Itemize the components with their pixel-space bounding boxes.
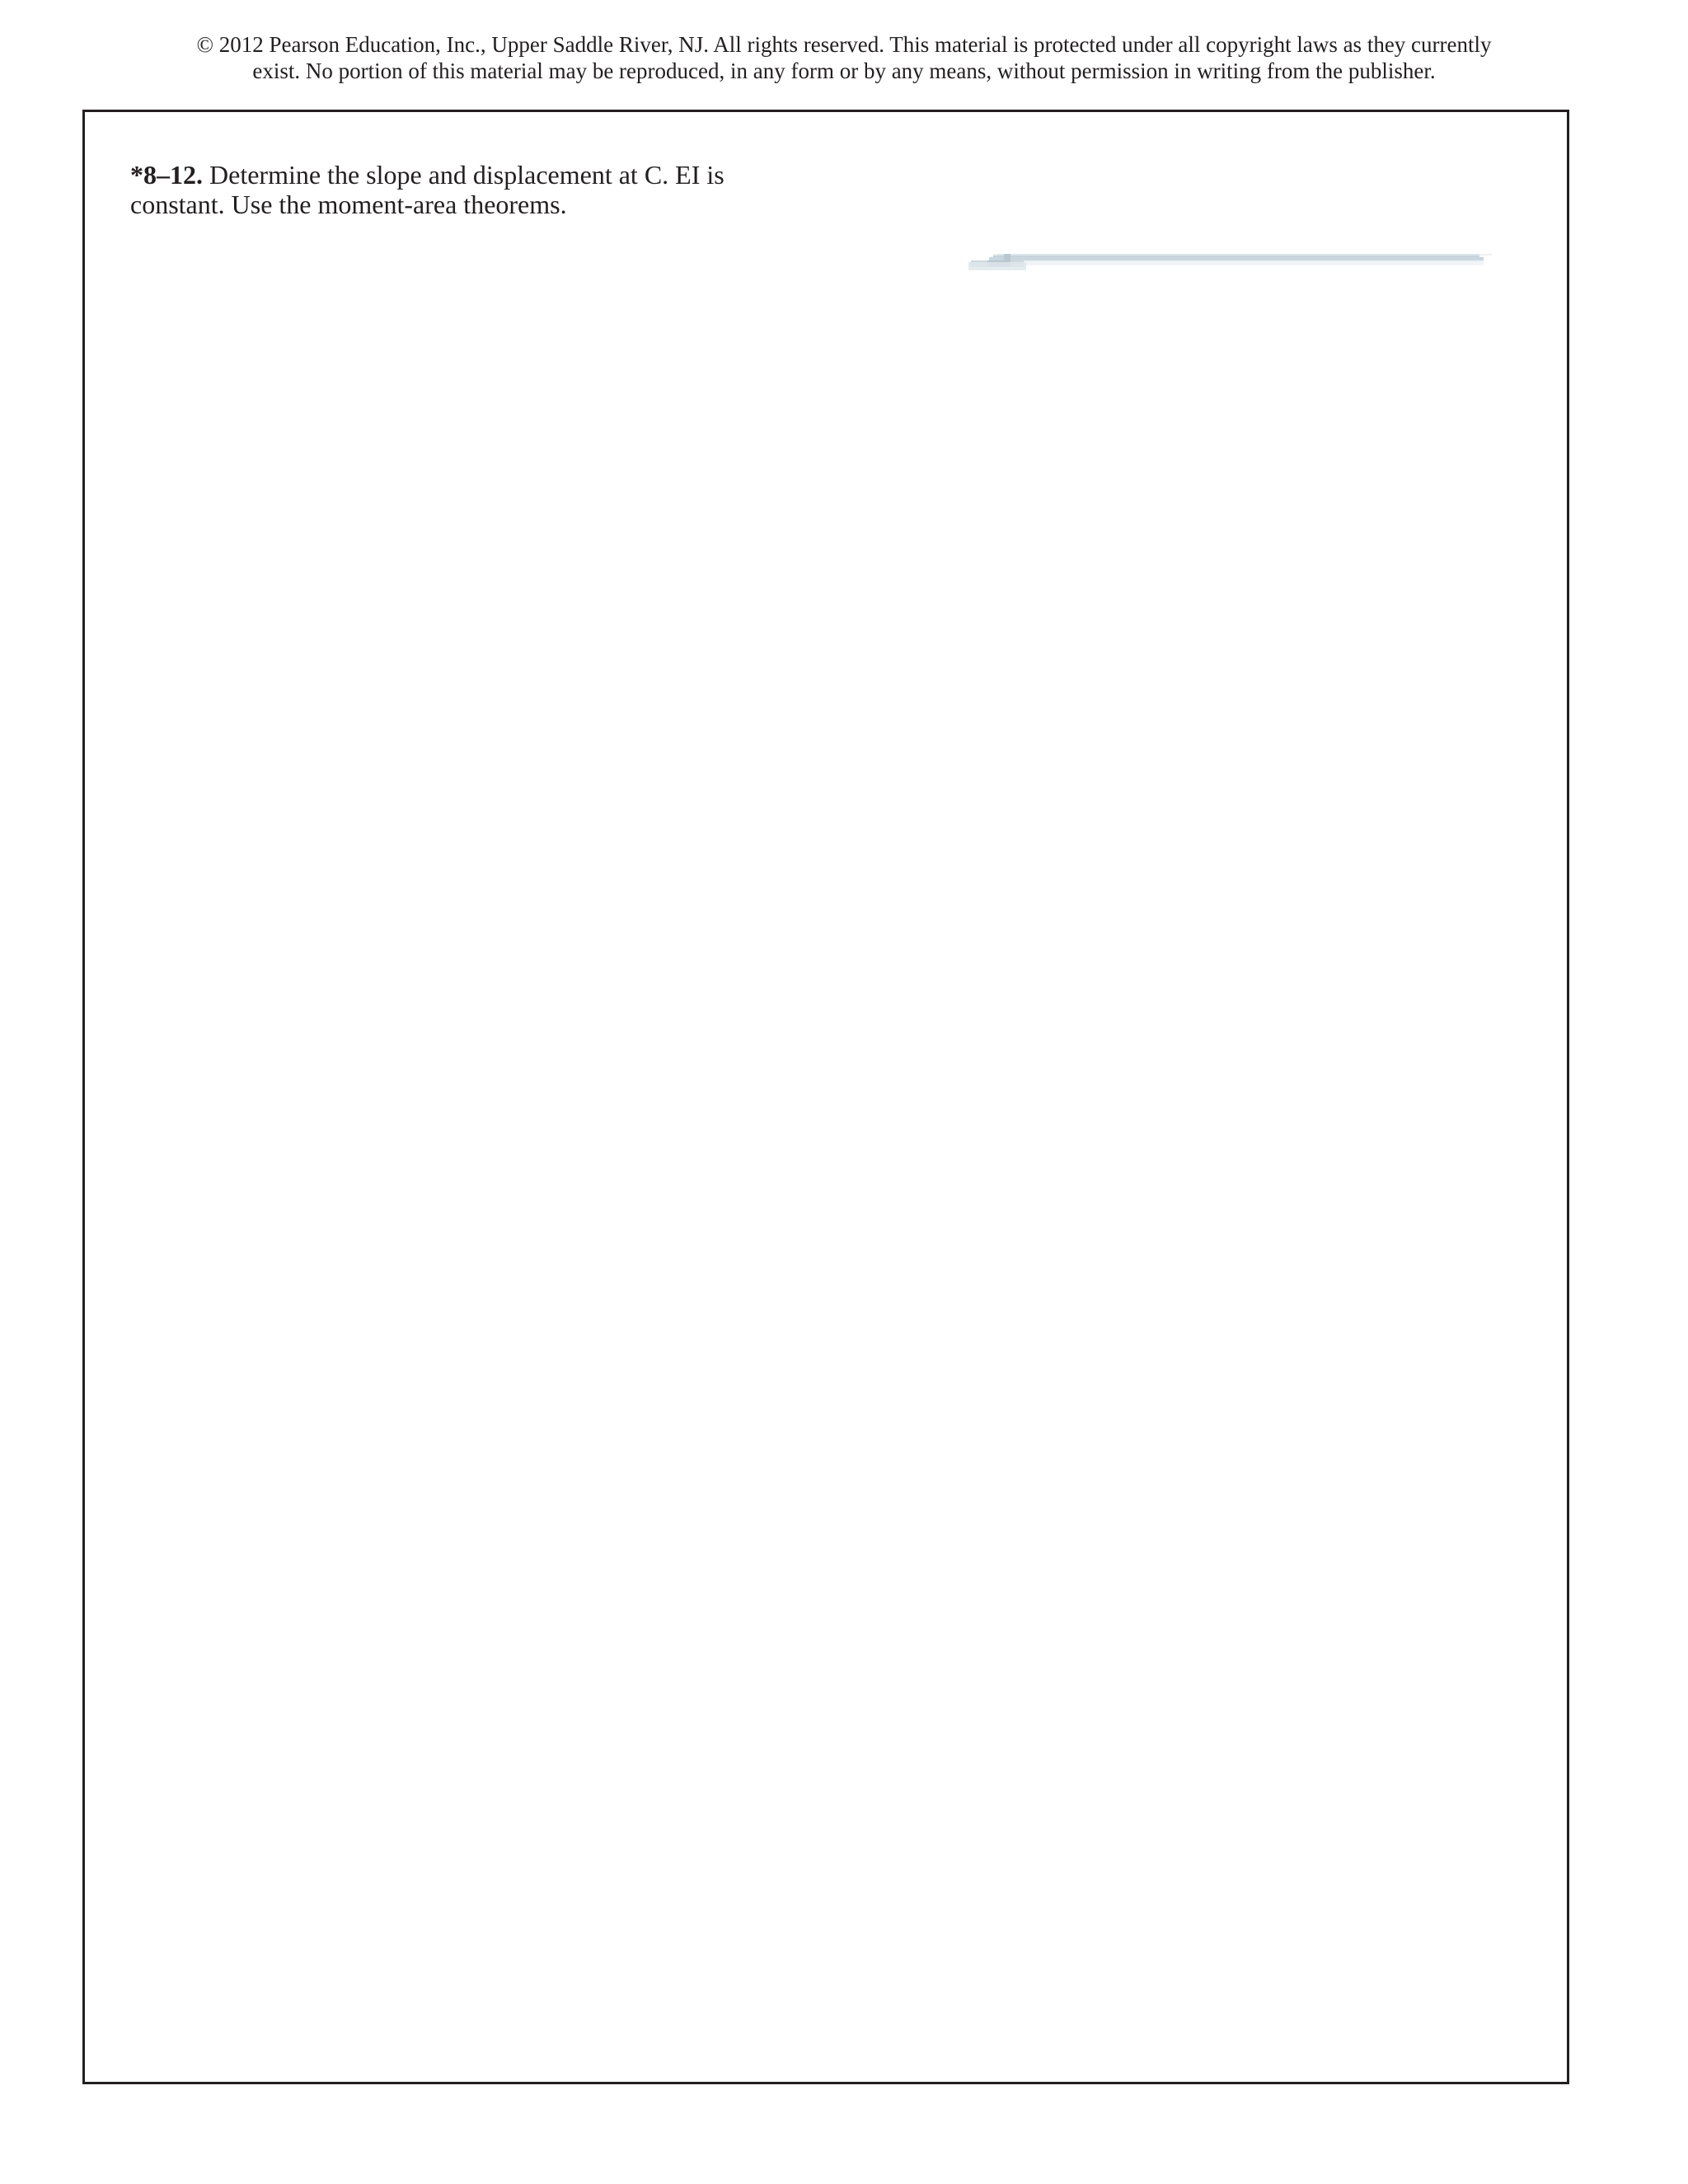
copyright-line-2: exist. No portion of this material may be reproduced, in any form or by any means, without permission in writing from the publisher. bbox=[252, 59, 1436, 83]
copyright-notice bbox=[0, 31, 1688, 84]
problem-text-1: Determine the slope and displacement at C. EI is bbox=[209, 160, 724, 190]
problem-number: *8–12. bbox=[130, 160, 203, 190]
problem-text-2: constant. Use the moment-area theorems. bbox=[130, 190, 567, 219]
beam-figure bbox=[940, 157, 1533, 371]
copyright-line-1: © 2012 Pearson Education, Inc., Upper Saddle River, NJ. All rights reserved. This material is protected under all copyright laws as they currently bbox=[196, 32, 1492, 57]
problem-statement bbox=[130, 162, 724, 188]
content-frame bbox=[82, 110, 1569, 2084]
